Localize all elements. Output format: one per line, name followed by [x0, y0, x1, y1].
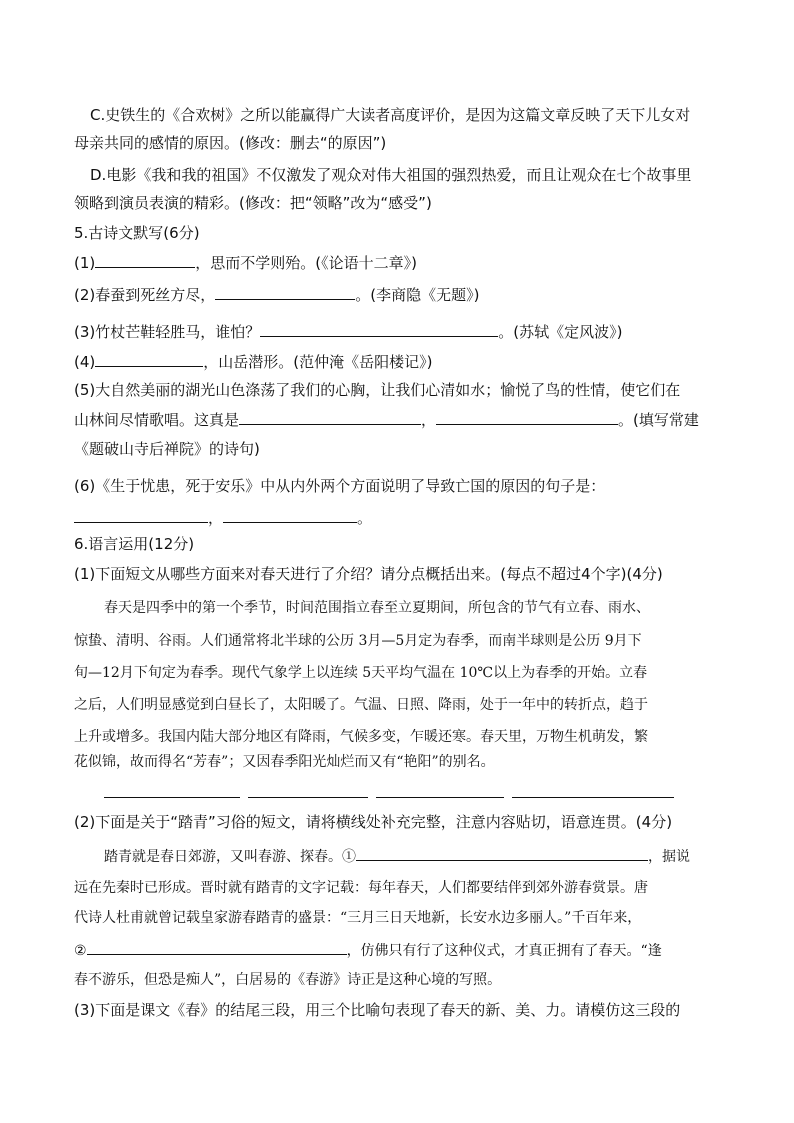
q5-item3-rest: 。(苏轼《定风波》): [498, 323, 623, 341]
passage-line: 之后，人们明显感觉到白昼长了，太阳暖了。气温、日照、降雨，处于一年中的转折点，趋于: [74, 697, 648, 713]
passage2-line2: 远在先秦时已形成。晋时就有踏青的文字记载：每年春天，人们都要结伴到郊外游春赏景。唐: [74, 880, 648, 896]
answer-line[interactable]: [512, 797, 674, 798]
q5-item5-line3: 《题破山寺后禅院》的诗句): [74, 440, 260, 458]
passage2-text: ，据说: [648, 849, 690, 865]
passage2-line4: [74, 940, 662, 961]
passage2-text: ，仿佛只有行了这种仪式，才真正拥有了春天。“逢: [346, 943, 662, 959]
passage-line: 惊蛰、清明、谷雨。人们通常将北半球的公历 3月—5月定为春季，而南半球则是公历 9月下: [74, 633, 642, 649]
q5-item5-text-a: 山林间尽情歌唱。这真是: [74, 411, 240, 429]
q6-sub3-prompt: (3)下面是课文《春》的结尾三段，用三个比喻句表现了春天的新、美、力。请模仿这三段的: [74, 1001, 681, 1019]
q5-item4: [74, 352, 432, 372]
answer-blank[interactable]: [223, 508, 357, 523]
q5-item5-comma: ，: [421, 411, 437, 429]
q5-item4-rest: ，山岳潜形。(范仲淹《岳阳楼记》): [203, 353, 433, 371]
option-c-line1: C.史铁生的《合欢树》之所以能赢得广大读者高度评价，是因为这篇文章反映了天下儿女对: [90, 106, 691, 124]
q5-item6-line1: (6)《生于忧患，死于安乐》中从内外两个方面说明了导致亡国的原因的句子是：: [74, 477, 606, 495]
answer-blank[interactable]: [260, 322, 498, 337]
passage2-line1: [104, 846, 690, 867]
passage-line: 上升或增多。我国内陆大部分地区有降雨，气候多变，乍暖还寒。春天里，万物生机萌发，繁: [74, 729, 648, 745]
answer-blank[interactable]: [95, 253, 195, 268]
q5-item5-text-b: 。(填写常建: [618, 411, 699, 429]
q5-item4-num: (4): [74, 353, 96, 371]
answer-blank[interactable]: [239, 410, 421, 425]
q5-item3: [74, 322, 622, 342]
passage2-text: ②: [74, 943, 87, 959]
q5-item6-end: 。: [357, 509, 373, 527]
answer-blank[interactable]: [95, 352, 203, 367]
q5-item1-num: (1): [74, 254, 96, 272]
q6-heading: 6.语言运用(12分): [74, 535, 195, 553]
q5-item1: [74, 253, 417, 273]
q5-item2-rest: 。(李商隐《无题》): [355, 286, 480, 304]
answer-lines: [0, 797, 794, 799]
q6-sub1-prompt: (1)下面短文从哪些方面来对春天进行了介绍？请分点概括出来。(每点不超过4个字)(4分): [74, 565, 663, 583]
q6-sub2-prompt: (2)下面是关于“踏青”习俗的短文，请将横线处补充完整，注意内容贴切，语意连贯。(4分): [74, 813, 673, 831]
q5-item2-text: (2)春蚕到死丝方尽，: [74, 286, 216, 304]
q5-item5-line2: [74, 410, 699, 430]
q5-item5-line1: (5)大自然美丽的湖光山色涤荡了我们的心胸，让我们心清如水；愉悦了鸟的性情，使它们在: [74, 381, 681, 399]
q5-heading: 5.古诗文默写(6分): [74, 224, 200, 242]
q5-item6-comma: ，: [208, 509, 224, 527]
option-d-line2: 领略到演员表演的精彩。(修改：把“领略”改为“感受”): [74, 194, 432, 212]
passage-line: 春天是四季中的第一个季节，时间范围指立春至立夏期间，所包含的节气有立春、雨水、: [104, 600, 650, 616]
passage2-text: 踏青就是春日郊游，又叫春游、探春。①: [104, 849, 356, 865]
option-d-line1: D.电影《我和我的祖国》不仅激发了观众对伟大祖国的强烈热爱，而且让观众在七个故事里: [90, 166, 692, 184]
answer-blank[interactable]: [87, 940, 347, 955]
answer-blank[interactable]: [436, 410, 618, 425]
option-c-line2: 母亲共同的感情的原因。(修改：删去“的原因”): [74, 134, 387, 152]
answer-blank[interactable]: [215, 285, 355, 300]
passage2-line3: 代诗人杜甫就曾记载皇家游春踏青的盛景：“三月三日天地新，长安水边多丽人。”千百年来，: [74, 910, 642, 926]
answer-blank[interactable]: [356, 846, 648, 861]
answer-line[interactable]: [248, 797, 368, 798]
answer-blank[interactable]: [74, 508, 208, 523]
answer-line[interactable]: [104, 797, 240, 798]
passage-line: 花似锦，故而得名“芳春”；又因春季阳光灿烂而又有“艳阳”的别名。: [74, 754, 495, 770]
answer-line[interactable]: [376, 797, 504, 798]
passage2-line5: 春不游乐，但恐是痴人”，白居易的《春游》诗正是这种心境的写照。: [74, 972, 502, 988]
q5-item1-rest: ，思而不学则殆。(《论语十二章》): [195, 254, 417, 272]
q5-item2: [74, 285, 479, 305]
q5-item6-line2: [74, 508, 372, 528]
passage-line: 旬—12月下旬定为春季。现代气象学上以连续 5天平均气温在 10℃以上为春季的开始。立春: [74, 665, 648, 681]
q5-item3-text: (3)竹杖芒鞋轻胜马，谁怕？: [74, 323, 261, 341]
